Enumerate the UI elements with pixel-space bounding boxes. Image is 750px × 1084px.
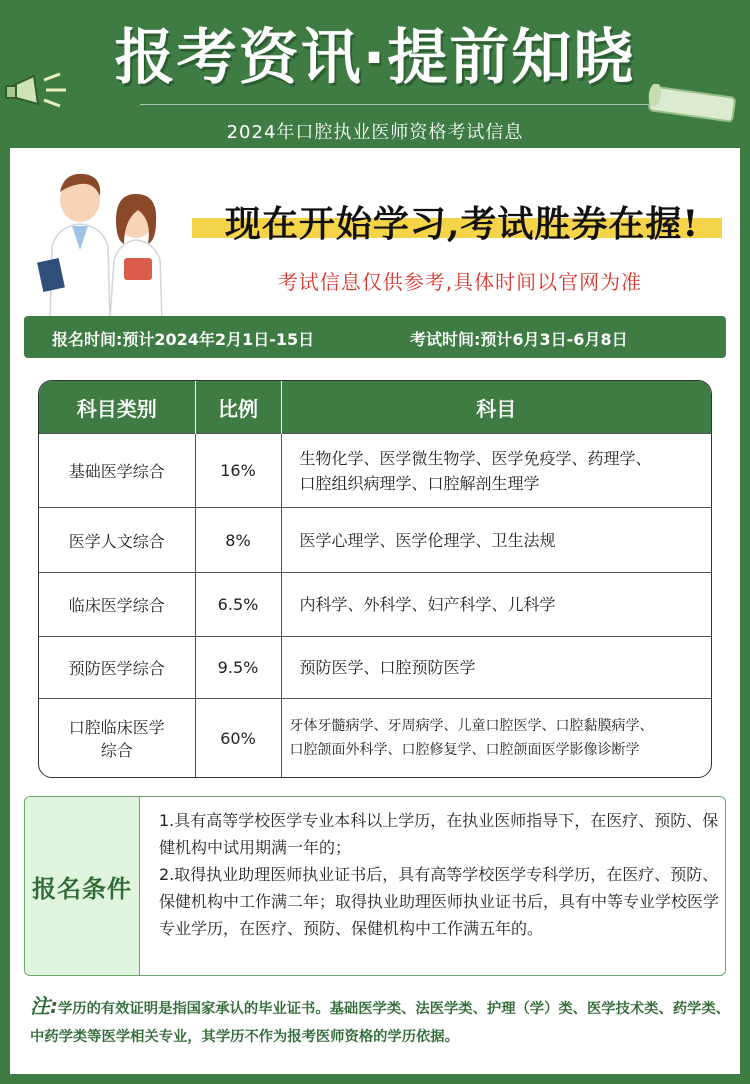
slogan: 现在开始学习,考试胜券在握! (224, 203, 700, 245)
column-header: 比例 (195, 381, 281, 434)
ratio-cell: 9.5% (195, 636, 281, 698)
requirements-text (159, 807, 719, 942)
category-cell: 医学人文综合 (39, 508, 195, 572)
category-cell: 临床医学综合 (39, 572, 195, 636)
footnote-text: 学历的有效证明是指国家承认的毕业证书。基础医学类、法医学类、护理（学）类、医学技术类、药学类、中药学类等医学相关专业，其学历不作为报考医师资格的学历依据。 (30, 1001, 730, 1045)
requirement-item: 2.取得执业助理医师执业证书后，具有高等学校医学专科学历，在医疗、预防、保健机构中工作满二年；取得执业助理医师执业证书后，具有中等专业学校医学专业学历，在医疗、预防、保健机构中工作满五年的。 (159, 865, 720, 938)
subjects-line: 口腔组织病理学、口腔解剖生理学 (299, 473, 540, 493)
category-line: 口腔临床医学 (68, 718, 165, 738)
requirement-item: 1.具有高等学校医学专业本科以上学历，在执业医师指导下，在医疗、预防、保健机构中试用期满一年的； (159, 811, 719, 857)
category-line: 综合 (100, 741, 133, 761)
ratio-cell: 16% (195, 434, 281, 508)
subjects-line: 口腔颌面外科学、口腔修复学、口腔颌面医学影像诊断学 (289, 742, 640, 759)
subjects-line: 生物化学、医学微生物学、医学免疫学、药理学、 (299, 448, 652, 468)
ratio-cell: 8% (195, 508, 281, 572)
exam-time: 考试时间:预计6月3日-6月8日 (410, 330, 628, 349)
requirements-box (24, 796, 726, 976)
subjects-table (38, 380, 712, 778)
table-header-row (39, 381, 711, 434)
page-title: 报考资讯·提前知晓 (114, 23, 636, 93)
footnote-head: 注: (30, 994, 58, 1018)
table-row (39, 508, 711, 572)
subjects-cell (281, 699, 711, 777)
category-cell: 基础医学综合 (39, 434, 195, 508)
table-row (39, 434, 711, 508)
column-header: 科目 (281, 381, 711, 434)
footnote (30, 992, 730, 1051)
category-cell (39, 699, 195, 777)
disclaimer-notice: 考试信息仅供参考,具体时间以官网为准 (277, 270, 643, 294)
table-row (39, 572, 711, 636)
doctors-illustration (28, 160, 178, 320)
table-row (39, 636, 711, 698)
subjects-cell (281, 434, 711, 508)
requirements-label: 报名条件 (25, 797, 140, 975)
subjects-cell: 预防医学、口腔预防医学 (281, 636, 711, 698)
subjects-cell: 内科学、外科学、妇产科学、儿科学 (281, 572, 711, 636)
scroll-icon (642, 84, 742, 124)
ratio-cell: 60% (195, 699, 281, 777)
registration-time: 报名时间:预计2024年2月1日-15日 (52, 330, 315, 349)
table-row (39, 699, 711, 777)
category-cell: 预防医学综合 (39, 636, 195, 698)
header-divider (140, 104, 660, 105)
column-header: 科目类别 (39, 381, 195, 434)
subjects-cell: 医学心理学、医学伦理学、卫生法规 (281, 508, 711, 572)
page-subtitle: 2024年口腔执业医师资格考试信息 (226, 122, 524, 143)
schedule-bar (24, 316, 726, 358)
ratio-cell: 6.5% (195, 572, 281, 636)
subjects-line: 牙体牙髓病学、牙周病学、儿童口腔医学、口腔黏膜病学、 (289, 718, 654, 735)
megaphone-icon (4, 70, 76, 114)
